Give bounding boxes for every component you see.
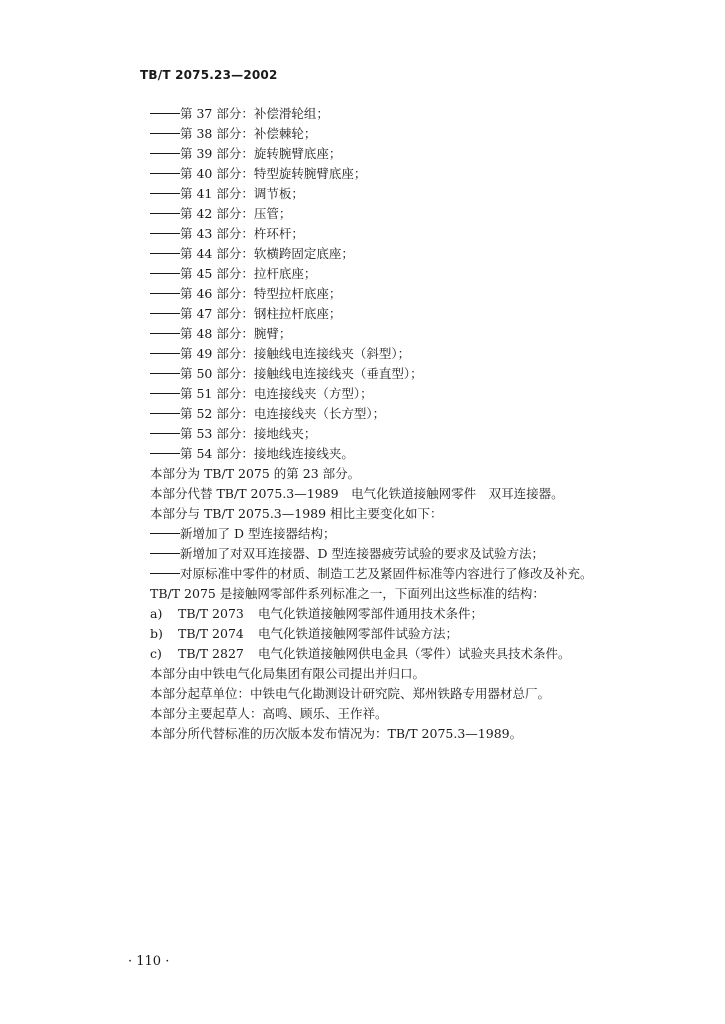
part-item <box>150 324 670 344</box>
em-dash <box>150 533 180 534</box>
part-item <box>150 104 670 124</box>
part-item <box>150 124 670 144</box>
part-item <box>150 284 670 304</box>
part-item <box>150 164 670 184</box>
reference-code: TB/T 2827 <box>178 646 244 661</box>
em-dash <box>150 153 180 154</box>
part-item-text: 第 52 部分：电连接线夹（长方型）； <box>180 406 386 421</box>
part-item-text: 第 39 部分：旋转腕臂底座； <box>180 146 342 161</box>
part-item <box>150 244 670 264</box>
paragraph: 本部分由中铁电气化局集团有限公司提出并归口。 <box>150 666 426 681</box>
change-item-text: 对原标准中零件的材质、制造工艺及紧固件标准等内容进行了修改及补充。 <box>180 566 593 581</box>
part-item-text: 第 54 部分：接地线连接线夹。 <box>180 446 354 461</box>
part-item <box>150 344 670 364</box>
part-item-text: 第 38 部分：补偿棘轮； <box>180 126 317 141</box>
paragraph: 本部分代替 TB/T 2075.3—1989 电气化铁道接触网零件 双耳连接器。 <box>150 486 564 501</box>
part-item-text: 第 45 部分：拉杆底座； <box>180 266 317 281</box>
part-item-text: 第 49 部分：接触线电连接线夹（斜型）； <box>180 346 411 361</box>
reference-code: TB/T 2073 <box>178 606 244 621</box>
change-item-text: 新增加了 D 型连接器结构； <box>180 526 336 541</box>
part-item <box>150 404 670 424</box>
reference-marker: c) <box>150 646 162 661</box>
part-item <box>150 204 670 224</box>
change-item <box>150 524 670 544</box>
part-item <box>150 144 670 164</box>
part-item <box>150 224 670 244</box>
em-dash <box>150 553 180 554</box>
part-item <box>150 304 670 324</box>
em-dash <box>150 393 180 394</box>
paragraph: 本部分起草单位：中铁电气化勘测设计研究院、郑州铁路专用器材总厂。 <box>150 686 551 701</box>
em-dash <box>150 313 180 314</box>
em-dash <box>150 353 180 354</box>
paragraph: 本部分主要起草人：高鸣、顾乐、王作祥。 <box>150 706 388 721</box>
em-dash <box>150 413 180 414</box>
reference-item <box>150 604 670 624</box>
part-item <box>150 364 670 384</box>
part-item-text: 第 48 部分：腕臂； <box>180 326 292 341</box>
paragraph: TB/T 2075 是接触网零部件系列标准之一，下面列出这些标准的结构： <box>150 586 545 601</box>
paragraph: 本部分与 TB/T 2075.3—1989 相比主要变化如下： <box>150 506 443 521</box>
em-dash <box>150 133 180 134</box>
em-dash <box>150 373 180 374</box>
reference-code: TB/T 2074 <box>178 626 244 641</box>
page-number: · 110 · <box>128 954 170 969</box>
em-dash <box>150 293 180 294</box>
em-dash <box>150 113 180 114</box>
em-dash <box>150 193 180 194</box>
paragraph: 本部分所代替标准的历次版本发布情况为：TB/T 2075.3—1989。 <box>150 726 523 741</box>
reference-item <box>150 644 670 664</box>
em-dash <box>150 573 180 574</box>
reference-item <box>150 624 670 644</box>
part-item-text: 第 47 部分：钢柱拉杆底座； <box>180 306 342 321</box>
change-item <box>150 544 670 564</box>
part-item-text: 第 43 部分：杵环杆； <box>180 226 304 241</box>
part-item-text: 第 50 部分：接触线电连接线夹（垂直型）； <box>180 366 423 381</box>
part-item-text: 第 51 部分：电连接线夹（方型）； <box>180 386 373 401</box>
em-dash <box>150 333 180 334</box>
document-body <box>150 104 670 744</box>
standard-code-header: TB/T 2075.23—2002 <box>140 68 278 82</box>
part-item-text: 第 46 部分：特型拉杆底座； <box>180 286 342 301</box>
em-dash <box>150 213 180 214</box>
em-dash <box>150 233 180 234</box>
reference-marker: a) <box>150 606 163 621</box>
em-dash <box>150 253 180 254</box>
part-item <box>150 424 670 444</box>
em-dash <box>150 173 180 174</box>
part-item-text: 第 37 部分：补偿滑轮组； <box>180 106 329 121</box>
part-item <box>150 444 670 464</box>
part-item-text: 第 42 部分：压管； <box>180 206 292 221</box>
change-item <box>150 564 670 584</box>
reference-title: 电气化铁道接触网零部件通用技术条件； <box>258 606 484 621</box>
em-dash <box>150 433 180 434</box>
em-dash <box>150 273 180 274</box>
change-item-text: 新增加了对双耳连接器、D 型连接器疲劳试验的要求及试验方法； <box>180 546 544 561</box>
reference-title: 电气化铁道接触网供电金具（零件）试验夹具技术条件。 <box>258 646 571 661</box>
em-dash <box>150 453 180 454</box>
part-item-text: 第 53 部分：接地线夹； <box>180 426 317 441</box>
part-item <box>150 184 670 204</box>
part-item <box>150 384 670 404</box>
paragraph: 本部分为 TB/T 2075 的第 23 部分。 <box>150 466 361 481</box>
part-item-text: 第 41 部分：调节板； <box>180 186 304 201</box>
part-item <box>150 264 670 284</box>
part-item-text: 第 44 部分：软横跨固定底座； <box>180 246 354 261</box>
reference-marker: b) <box>150 626 163 641</box>
reference-title: 电气化铁道接触网零部件试验方法； <box>258 626 459 641</box>
part-item-text: 第 40 部分：特型旋转腕臂底座； <box>180 166 367 181</box>
